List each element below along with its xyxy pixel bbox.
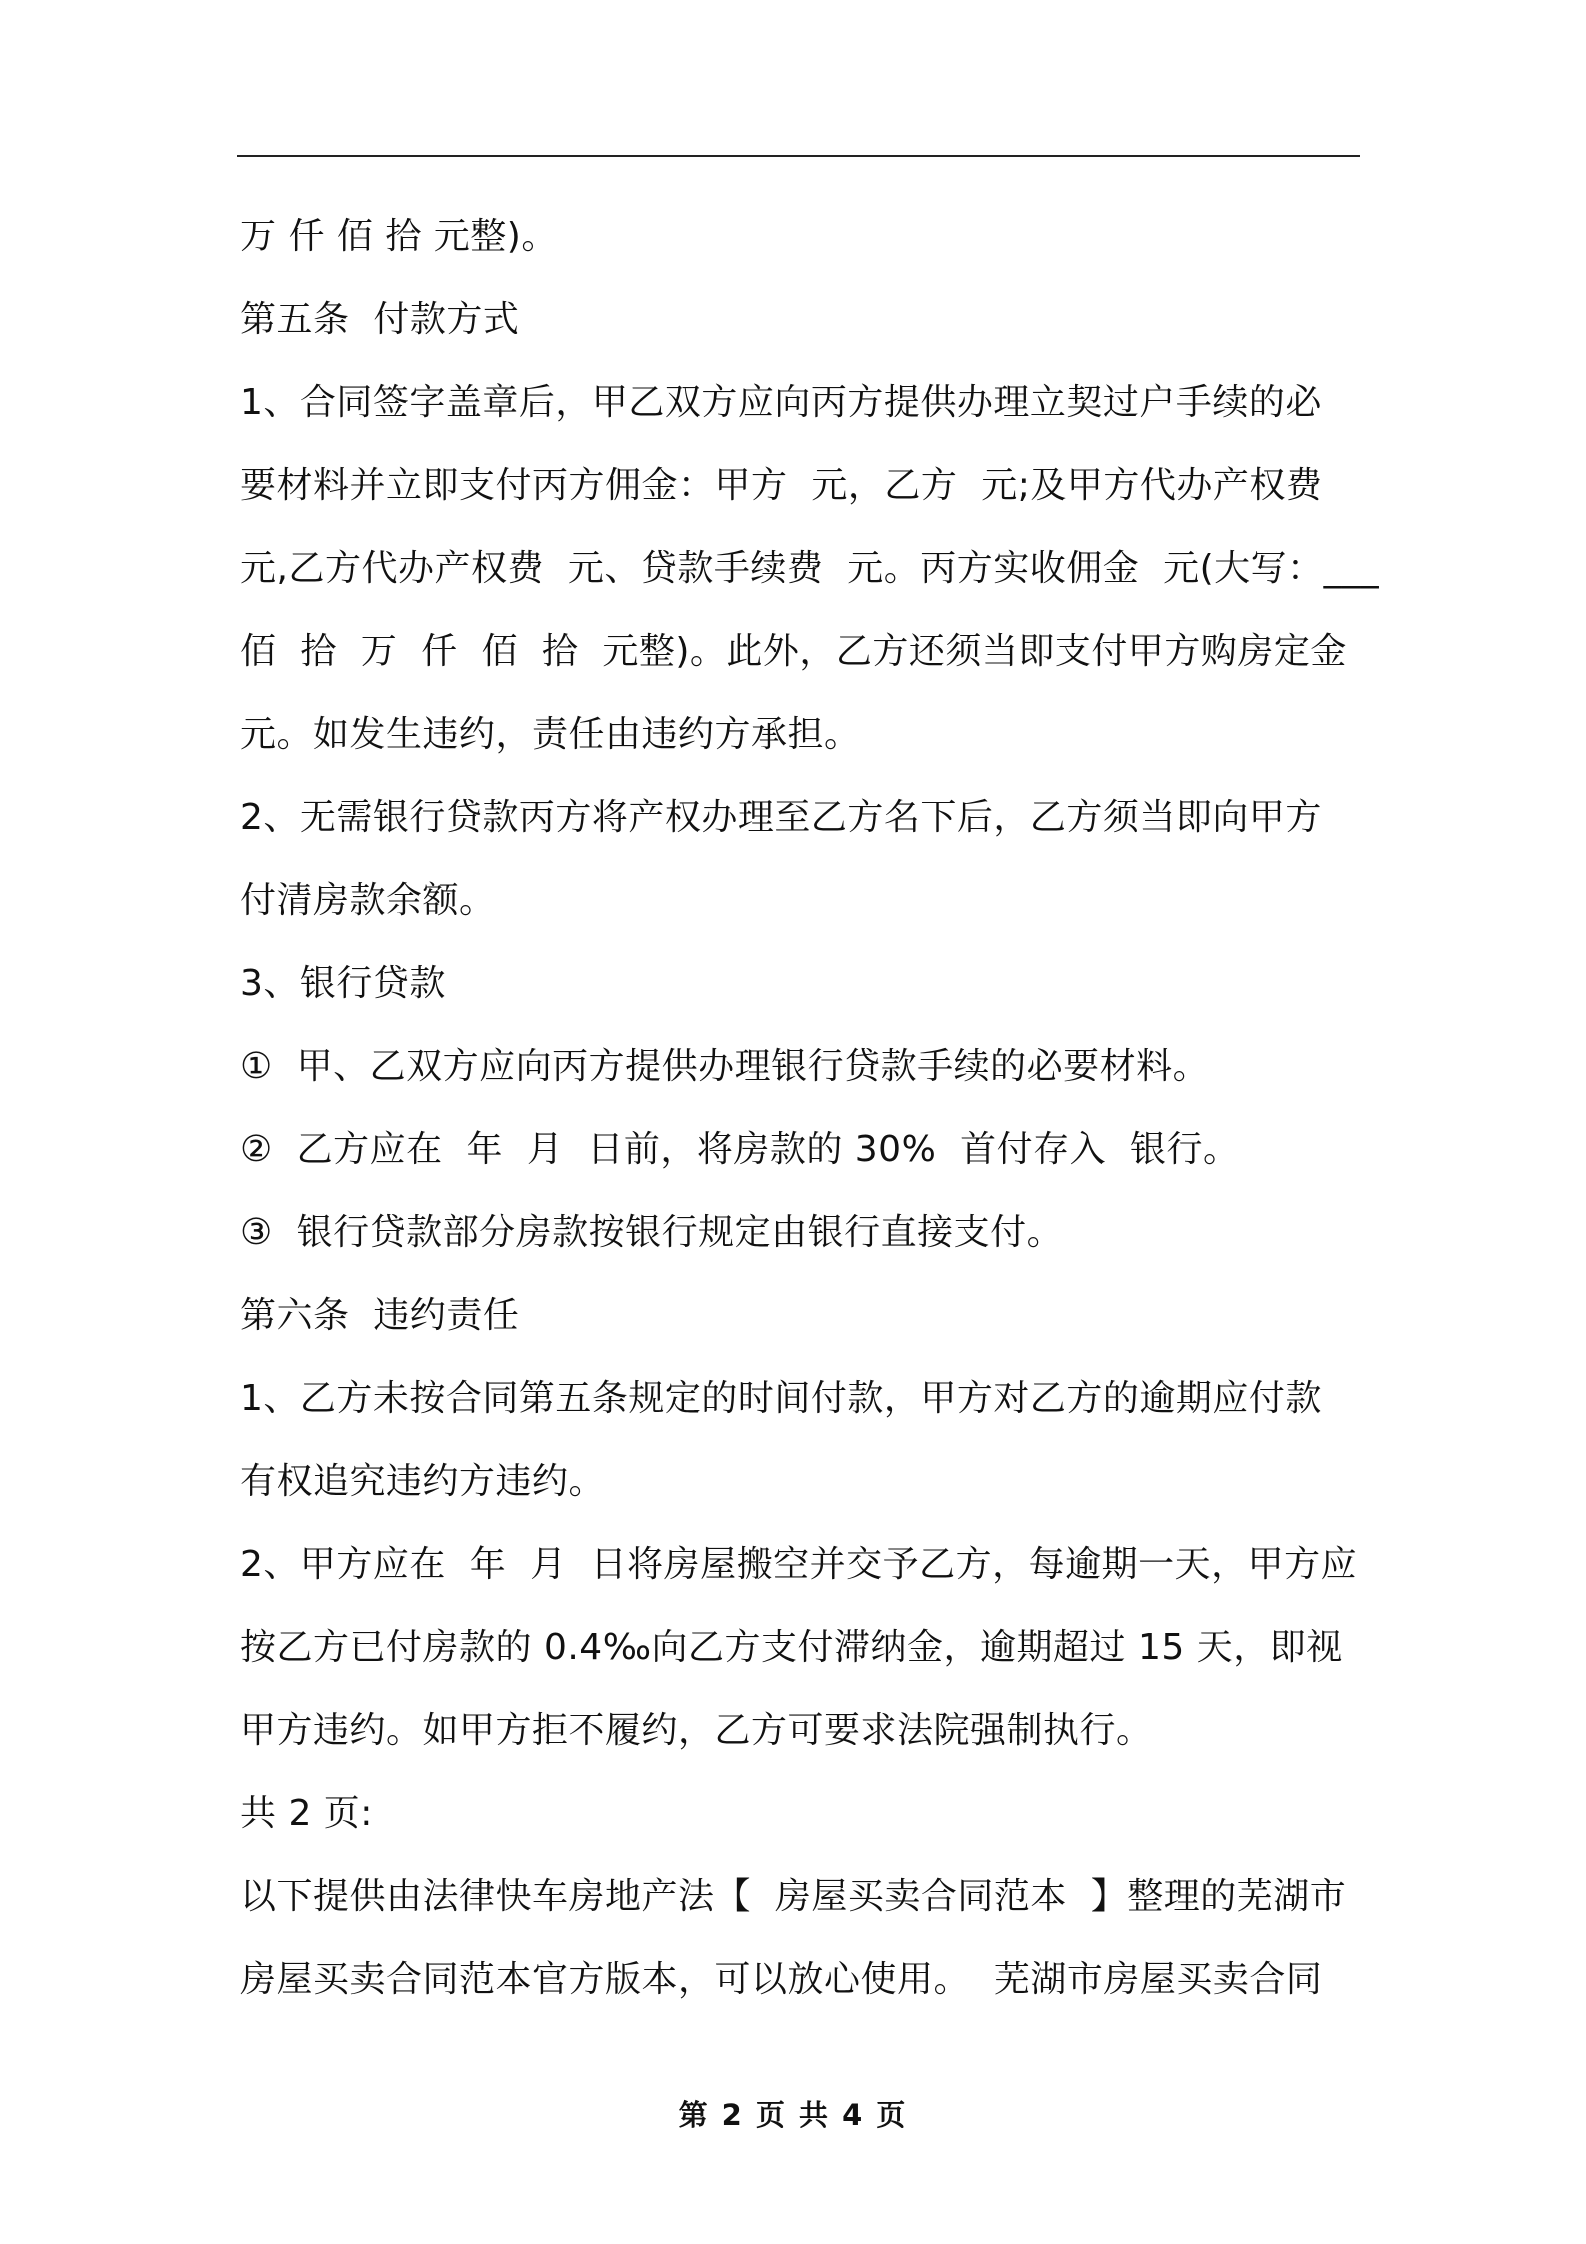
text-line: 有权追究违约方违约。 <box>240 1461 606 1502</box>
text-line: 甲方违约。如甲方拒不履约，乙方可要求法院强制执行。 <box>240 1710 1153 1751</box>
text-line: 共 2 页: <box>240 1793 373 1834</box>
section-heading: 第五条 付款方式 <box>240 299 520 340</box>
page-number-footer: 第 2 页 共 4 页 <box>678 2098 908 2132</box>
text-line: 万 仟 佰 拾 元整)。 <box>240 216 558 257</box>
text-line: 以下提供由法律快车房地产法【 房屋买卖合同范本 】整理的芜湖市 <box>240 1876 1347 1917</box>
text-line: ② 乙方应在 年 月 日前，将房款的 30% 首付存入 银行。 <box>240 1129 1240 1170</box>
text-line: 元,乙方代办产权费 元、贷款手续费 元。丙方实收佣金 元(大写：___ <box>240 548 1380 589</box>
text-line: 要材料并立即支付丙方佣金：甲方 元，乙方 元;及甲方代办产权费 <box>240 465 1323 506</box>
text-line: 1、乙方未按合同第五条规定的时间付款，甲方对乙方的逾期应付款 <box>240 1378 1322 1419</box>
text-line: 2、甲方应在 年 月 日将房屋搬空并交予乙方，每逾期一天，甲方应 <box>240 1544 1358 1585</box>
text-line: ③ 银行贷款部分房款按银行规定由银行直接支付。 <box>240 1212 1064 1253</box>
header-rule <box>237 155 1360 157</box>
text-line: 佰 拾 万 仟 佰 拾 元整)。此外，乙方还须当即支付甲方购房定金 <box>240 631 1347 672</box>
text-line: 3、银行贷款 <box>240 963 446 1004</box>
section-heading: 第六条 违约责任 <box>240 1295 520 1336</box>
text-line: 付清房款余额。 <box>240 880 496 921</box>
text-line: 房屋买卖合同范本官方版本，可以放心使用。 芜湖市房屋买卖合同 <box>240 1959 1323 2000</box>
text-line: 2、无需银行贷款丙方将产权办理至乙方名下后，乙方须当即向甲方 <box>240 797 1322 838</box>
document-body <box>240 195 1380 2021</box>
text-line: 1、合同签字盖章后，甲乙双方应向丙方提供办理立契过户手续的必 <box>240 382 1322 423</box>
text-line: ① 甲、乙双方应向丙方提供办理银行贷款手续的必要材料。 <box>240 1046 1210 1087</box>
text-line: 元。如发生违约，责任由违约方承担。 <box>240 714 861 755</box>
text-line: 按乙方已付房款的 0.4‰向乙方支付滞纳金，逾期超过 15 天，即视 <box>240 1627 1343 1668</box>
